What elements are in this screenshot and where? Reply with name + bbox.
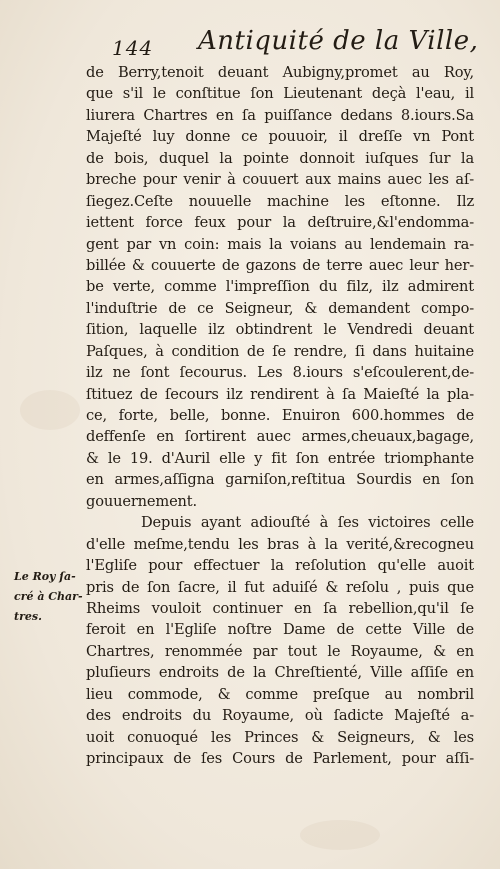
text-line: pris de ſon ſacre, il fut aduiſé & reſolu , puis que — [86, 578, 474, 596]
text-line: de Berry,tenoit deuant Aubigny,promet au Roy, — [86, 64, 474, 81]
margin-note — [14, 566, 84, 626]
text-line: l'Egliſe pour effectuer la reſolution qu'elle auoit — [86, 557, 474, 575]
text-line: lieu commode, & comme preſque au nombril — [86, 685, 474, 703]
text-line: deffenſe en ſortirent auec armes,cheuaux,bagage, — [86, 428, 474, 446]
text-line: uoit conuoqué les Princes & Seigneurs, & les — [86, 728, 474, 746]
text-line: que s'il le conſtitue ſon Lieutenant deçà l'eau, il — [86, 85, 474, 103]
text-line: Paſques, à condition de ſe rendre, ſi dans huitaine — [86, 342, 474, 360]
text-line: principaux de ſes Cours de Parlement, pour aſſi- — [86, 750, 474, 767]
text-line: gent par vn coin: mais la voians au lendemain ra- — [86, 235, 474, 253]
text-line: be verte, comme l'impreſſion du filz, ilz admirent — [86, 278, 474, 296]
text-line: & le 19. d'Auril elle y fit ſon entrée triomphante — [86, 449, 474, 467]
text-line: billée & couuerte de gazons de terre auec leur her- — [86, 256, 474, 274]
text-line: ſiegez.Ceſte nouuelle machine les eſtonne. Ilz — [86, 192, 474, 210]
text-line: feroit en l'Egliſe noſtre Dame de cette Ville de — [86, 621, 474, 639]
text-line: de bois, duquel la pointe donnoit iuſques ſur la — [86, 149, 474, 167]
text-line: l'induſtrie de ce Seigneur, & demandent compo- — [86, 299, 474, 317]
text-line: gouuernement. — [86, 492, 198, 510]
text-line: ſition, laquelle ilz obtindrent le Vendredi deuant — [86, 321, 474, 339]
text-line: en armes,aſſigna garniſon,reſtitua Sourdis en ſon — [86, 471, 474, 489]
text-line: breche pour venir à couuert aux mains auec les aſ- — [86, 171, 474, 189]
text-line: des endroits du Royaume, où ſadicte Majeſté a- — [86, 707, 474, 725]
page-header — [112, 26, 482, 62]
paper-stain — [300, 820, 380, 850]
text-line: ce, forte, belle, bonne. Enuiron 600.hommes de — [86, 407, 474, 424]
text-line: Chartres, renommée par tout le Royaume, & en — [86, 642, 474, 660]
text-line: pluſieurs endroits de la Chreſtienté, Ville aſſiſe en — [86, 664, 474, 682]
text-line: ſtituez de ſecours ilz rendirent à ſa Maieſté la pla- — [86, 385, 474, 403]
body-text — [86, 62, 474, 769]
running-title: Antiquité de la Ville, — [198, 26, 479, 56]
text-line: Depuis ayant adiouſté à ſes victoires celle — [141, 514, 474, 532]
text-line: d'elle meſme,tendu les bras à la verité,&recogneu — [86, 535, 474, 553]
margin-note-line: cré à Char- — [14, 590, 83, 603]
margin-note-line: tres. — [14, 610, 42, 623]
margin-note-line: Le Roy ſa- — [14, 570, 76, 583]
paper-stain — [20, 390, 80, 430]
text-line: iettent force feux pour la deſtruire,&l'endomma- — [86, 214, 474, 232]
text-line: liurera Chartres en ſa puiſſance dedans 8.iours.Sa — [86, 106, 474, 124]
text-line: Rheims vouloit continuer en ſa rebellion,qu'il ſe — [86, 599, 474, 617]
text-line: Majeſté luy donne ce pouuoir, il dreſſe vn Pont — [86, 128, 474, 146]
text-line: ilz ne ſont ſecourus. Les 8.iours s'eſcoulerent,de- — [86, 364, 474, 382]
page-number: 144 — [112, 36, 154, 60]
